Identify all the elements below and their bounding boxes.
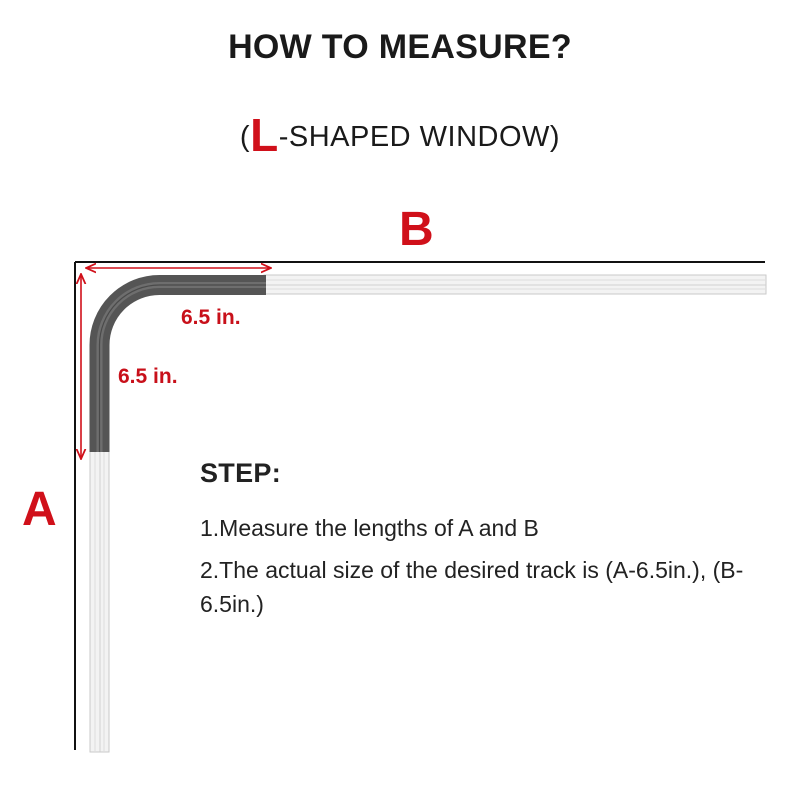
subtitle-open-paren: (	[239, 121, 251, 153]
subtitle-rest: -SHAPED WINDOW)	[278, 121, 561, 153]
horizontal-bend-length-label: 6.5 in.	[181, 306, 241, 329]
page-title: HOW TO MEASURE?	[228, 28, 572, 66]
dimension-label-b: B	[399, 203, 434, 256]
dimension-label-a: A	[22, 483, 57, 536]
vertical-bend-length-label: 6.5 in.	[118, 365, 178, 388]
track-horizontal-straight	[264, 275, 766, 294]
step-item-1: 1.Measure the lengths of A and B	[200, 515, 539, 541]
steps-heading: STEP:	[200, 458, 282, 488]
step-item-2: 2.The actual size of the desired track is (A-6.5in.), (B-6.5in.)	[200, 557, 744, 617]
track-vertical-straight	[90, 450, 109, 752]
steps-section	[200, 458, 760, 629]
subtitle-highlight-letter: L	[250, 109, 279, 161]
